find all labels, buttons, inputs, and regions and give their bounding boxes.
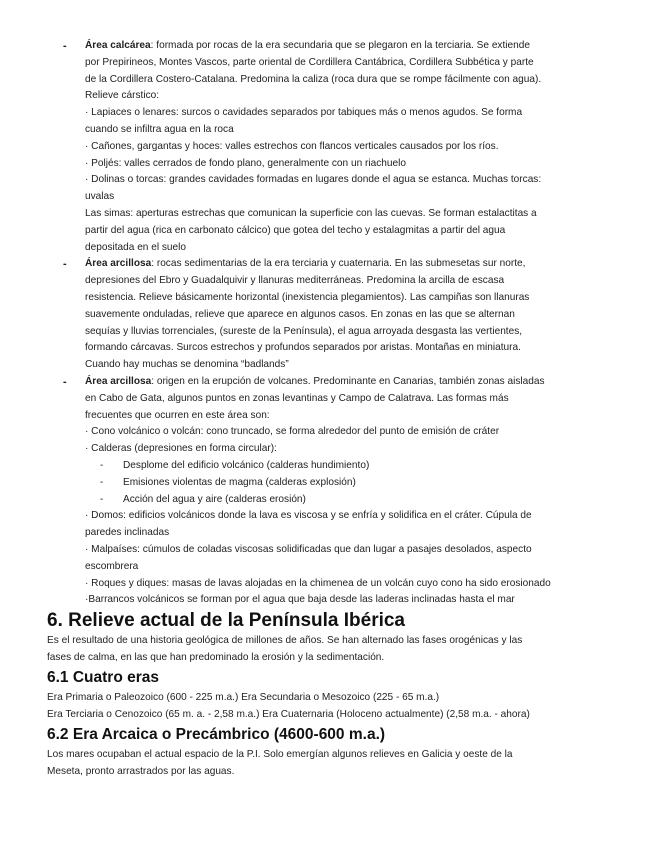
text-line: · Roques y diques: masas de lavas alojadas en la chimenea de un volcán cuyo cono ha sido erosionado bbox=[85, 577, 551, 589]
text-line: · Lapiaces o lenares: surcos o cavidades separados por tabiques más o menos agudos. Se forma bbox=[85, 107, 523, 119]
text-line: Las simas: aperturas estrechas que comunican la superficie con las cuevas. Se forman estalactitas a bbox=[85, 207, 537, 219]
text-line: · Calderas (depresiones en forma circular): bbox=[85, 443, 277, 455]
list-item-first-line bbox=[85, 38, 585, 55]
text-line: · Malpaíses: cúmulos de coladas viscosas solidificadas que dan lugar a pasajes desolados, aspecto bbox=[85, 543, 532, 555]
text-line: · Cono volcánico o volcán: cono truncado, se forma alrededor del punto de emisión de cráter bbox=[85, 426, 500, 438]
term-label: Área calcárea bbox=[85, 40, 151, 51]
text-line: formando cárcavas. Surcos estrechos y profundos separados por aristas. Montañas en miniatura. bbox=[85, 342, 521, 354]
text-line: escombrera bbox=[85, 560, 139, 572]
text-line: Era Terciaria o Cenozoico (65 m. a. - 2,58 m.a.) Era Cuaternaria (Holoceno actualmente) (2,58 m.a. - ahora) bbox=[47, 708, 530, 720]
bullet-dash: - bbox=[63, 258, 67, 271]
text-line: suavemente onduladas, relieve que aparece en algunos casos. En zonas en las que se alternan bbox=[85, 308, 515, 320]
text-line: cuando se infiltra agua en la roca bbox=[85, 123, 234, 135]
text-line: Era Primaria o Paleozoico (600 - 225 m.a.) Era Secundaria o Mesozoico (225 - 65 m.a.) bbox=[47, 692, 440, 703]
list-item-first-line bbox=[85, 374, 585, 391]
subsection-heading: 6.2 Era Arcaica o Precámbrico (4600-600 m.a.) bbox=[47, 726, 386, 743]
text-line: ·Barrancos volcánicos se forman por el agua que baja desde las laderas inclinadas hasta el mar bbox=[85, 594, 515, 606]
text-line: paredes inclinadas bbox=[85, 527, 170, 539]
text-line: resistencia. Relieve básicamente horizontal (inexistencia plegamientos). Las campiñas son llanuras bbox=[85, 291, 530, 303]
term-text: : origen en la erupción de volcanes. Predominante en Canarias, también zonas aisladas bbox=[151, 375, 545, 387]
text-line: depositada en el suelo bbox=[85, 241, 187, 253]
eras-paragraph bbox=[47, 690, 607, 724]
text-line: · Poljés: valles cerrados de fondo plano, generalmente con un riachuelo bbox=[85, 157, 406, 169]
text-line: Cuando hay muchas se denomina “badlands” bbox=[85, 359, 289, 371]
bullet-dash: - bbox=[63, 40, 67, 52]
text-line: en Cabo de Gata, algunos puntos en zonas levantinas y Campo de Calatrava. Las formas más bbox=[85, 392, 509, 404]
text-line: partir del agua (rica en carbonato cálcico) que gotea del techo y estalagmitas a partir del agua bbox=[85, 224, 506, 236]
sub-item-text: Desplome del edificio volcánico (calderas hundimiento) bbox=[123, 459, 370, 471]
relief-areas-list bbox=[0, 38, 655, 609]
sub-list-item bbox=[85, 492, 585, 509]
text-line: fases de calma, en las que han predominado la erosión y la sedimentación. bbox=[47, 651, 385, 663]
text-line: uvalas bbox=[85, 191, 115, 203]
text-line: Meseta, pronto arrastrados por las aguas. bbox=[47, 765, 235, 777]
list-item-calcarea bbox=[0, 38, 585, 256]
text-line: depresiones del Ebro y Guadalquivir y llanuras mediterráneas. Predomina la arcilla de escasa bbox=[85, 275, 505, 287]
text-line: de la Cordillera Costero-Catalana. Predomina la caliza (roca dura que se rompe fácilmente con agua). bbox=[85, 73, 542, 85]
subsection-heading: 6.1 Cuatro eras bbox=[47, 669, 159, 686]
text-line: sequías y lluvias torrenciales, (sureste de la Península), el agua arroyada desgasta las vertientes, bbox=[85, 325, 523, 337]
list-item-first-line bbox=[85, 256, 585, 273]
sub-bullet-dash: - bbox=[100, 476, 104, 488]
term-text: : rocas sedimentarias de la era terciaria y cuaternaria. En las submesetas sur norte, bbox=[151, 258, 526, 270]
list-item-volcanica bbox=[0, 374, 585, 609]
term-label: Área arcillosa bbox=[85, 258, 152, 270]
list-item-arcillosa bbox=[0, 256, 585, 374]
section-heading: 6. Relieve actual de la Península Ibérica bbox=[47, 610, 406, 631]
text-line: frecuentes que ocurren en este área son: bbox=[85, 409, 270, 421]
section-paragraph bbox=[47, 633, 607, 667]
sub-list-item bbox=[85, 458, 585, 475]
text-line: Es el resultado de una historia geológica de millones de años. Se han alternado las fases orogénicas y las bbox=[47, 635, 523, 646]
term-label: Área arcillosa bbox=[85, 375, 152, 387]
text-line: por Prepirineos, Montes Vascos, parte oriental de Cordillera Cantábrica, Cordillera Subbética y parte bbox=[85, 56, 534, 68]
precambrian-paragraph bbox=[47, 747, 607, 781]
sub-item-text: Acción del agua y aire (calderas erosión) bbox=[123, 493, 306, 505]
sub-bullet-dash: - bbox=[100, 459, 104, 471]
text-line: Los mares ocupaban el actual espacio de la P.I. Solo emergían algunos relieves en Galicia y oeste de la bbox=[47, 749, 513, 760]
text-line: · Cañones, gargantas y hoces: valles estrechos con flancos verticales causados por los ríos. bbox=[85, 140, 499, 152]
term-text: : formada por rocas de la era secundaria que se plegaron en la terciaria. Se extiende bbox=[150, 40, 530, 51]
sub-item-text: Emisiones violentas de magma (calderas explosión) bbox=[123, 476, 356, 488]
text-line: Relieve cárstico: bbox=[85, 90, 160, 102]
bullet-dash: - bbox=[63, 375, 67, 388]
sub-bullet-dash: - bbox=[100, 493, 104, 505]
text-line: · Dolinas o torcas: grandes cavidades formadas en lugares donde el agua se estanca. Muchas torcas: bbox=[85, 174, 542, 186]
text-line: · Domos: edificios volcánicos donde la lava es viscosa y se enfría y solidifica en el cráter. Cúpula de bbox=[85, 510, 532, 522]
sub-list-item bbox=[85, 475, 585, 492]
